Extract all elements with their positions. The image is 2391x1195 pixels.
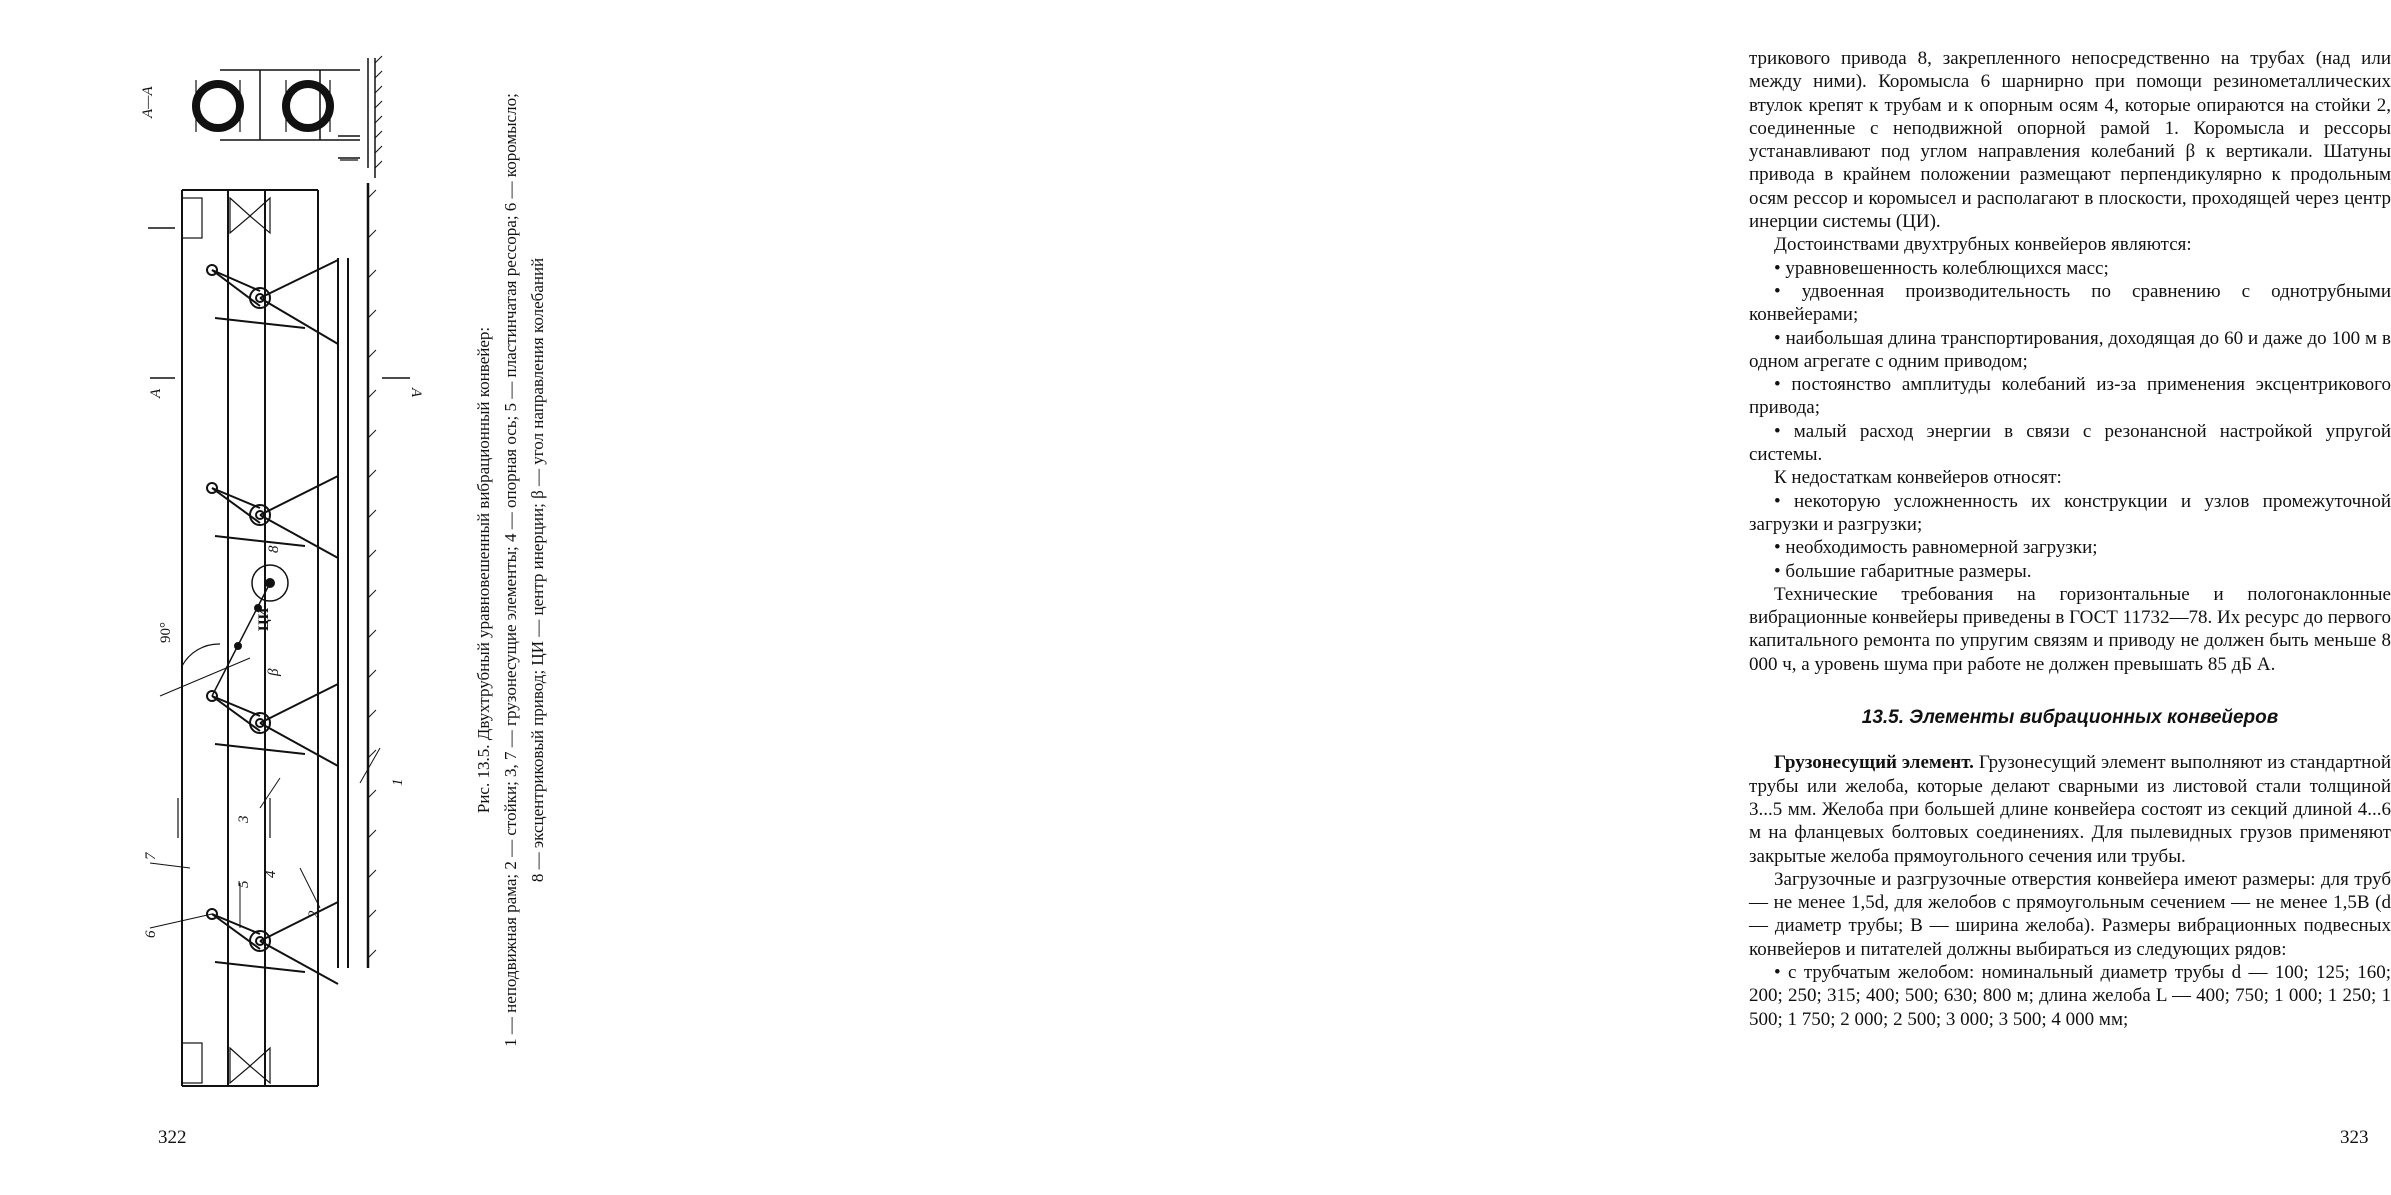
pipe-section-left	[196, 84, 240, 128]
caption-title: Рис. 13.5. Двухтрубный уравновешенный вибрационный конвейер:	[474, 326, 493, 814]
paragraph-openings: Загрузочные и разгрузочные отверстия конвейера имеют размеры: для труб — не менее 1,5d, для желобов с прямоугольным сечением — не менее 1,5B (d — диаметр трубы; B — ширина желоба). Размеры вибрационных подвесных конвейеров и питателей должны выбираться из следующих рядов:	[1749, 868, 2391, 960]
paragraph-drawbacks-intro: К недостаткам конвейеров относят:	[1774, 467, 2062, 489]
bullet-advantage-4: • постоянство амплитуды колебаний из-за применения эксцентрикового привода;	[1749, 374, 2391, 419]
paragraph-continuation: трикового привода 8, закрепленного непосредственно на трубах (над или между ними). Коромысла 6 шарнирно при помощи резинометаллических втулок крепят к трубам и к опорным осям 4, которые опираются на стойки 2, соединенные с неподвижной опорной рамой 1. Коромысла и рессоры устанавливают под углом направления колебаний β к вертикали. Шатуны привода в крайнем положении размещают перпендикулярно к продольным осям рессор и коромысел и располагают в плоскости, проходящей через центр инерции системы (ЦИ).	[1749, 48, 2391, 233]
run-in-heading: Грузонесущий элемент.	[1774, 752, 1974, 774]
cut-marker-left: А	[148, 388, 164, 398]
part-label-3: 3	[236, 815, 252, 823]
cut-marker-right: А	[408, 388, 424, 398]
part-label-2: 2	[306, 910, 322, 918]
caption-legend-line-1: 1 — неподвижная рама; 2 — стойки; 3, 7 — грузонесущие элементы; 4 — опорная ось; 5 — пластинчатая рессора; 6 — коромысло;	[501, 93, 520, 1047]
side-view	[148, 183, 410, 1086]
part-label-6: 6	[143, 930, 159, 938]
part-label-4: 4	[263, 870, 279, 878]
wall-hatching-top	[375, 56, 382, 168]
bullet-advantage-2: • удвоенная производительность по сравнению с однотрубными конвейерами;	[1749, 280, 2391, 326]
page-number-right: 323	[2340, 1127, 2369, 1148]
angle-label: 90°	[158, 622, 174, 643]
bullet-advantage-1: • уравновешенность колеблющихся масс;	[1774, 257, 2109, 279]
text-column	[1749, 47, 2391, 1031]
bullet-drawback-3: • большие габаритные размеры.	[1774, 560, 2032, 582]
beta-label: β	[266, 668, 282, 676]
section-heading: 13.5. Элементы вибрационных конвейеров	[1861, 707, 2279, 729]
paragraph-load-element	[1749, 751, 2391, 867]
part-label-8: 8	[266, 545, 282, 553]
section-label: А—А	[140, 86, 156, 118]
paragraph-load-element-text: Грузонесущий элемент выполняют из стандартной трубы или желоба, которые делают сварными из листовой стали толщиной 3...5 мм. Желоба при большей длине конвейера состоят из секций длиной 4...6 м на фланцевых болтовых соединениях. Для пылевидных грузов применяют закрытые желоба прямоугольного сечения или трубы.	[1749, 752, 2391, 867]
right-page	[840, 0, 2391, 1195]
paragraph-advantages-intro: Достоинствами двухтрубных конвейеров являются:	[1774, 234, 2192, 256]
bullet-drawback-2: • необходимость равномерной загрузки;	[1774, 537, 2098, 559]
bullet-drawback-1: • некоторую усложненность их конструкции и узлов промежуточной загрузки и разгрузки;	[1749, 490, 2391, 535]
ci-label: ЦИ	[256, 607, 272, 631]
left-page	[0, 0, 840, 1195]
part-label-1: 1	[390, 778, 406, 786]
section-view	[196, 56, 382, 178]
part-label-5: 5	[236, 880, 252, 888]
pipe-section-right	[286, 84, 330, 128]
page-number-left: 322	[158, 1127, 187, 1148]
bullet-advantage-5: • малый расход энергии в связи с резонансной настройкой упругой системы.	[1749, 420, 2391, 466]
caption-legend-line-2: 8 — эксцентриковый привод; ЦИ — центр инерции; β — угол направления колебаний	[528, 257, 547, 883]
bullet-advantage-3: • наибольшая длина транспортирования, доходящая до 60 и даже до 100 м в одном агрегате с одним приводом;	[1749, 327, 2391, 372]
part-label-7: 7	[143, 852, 159, 860]
bullet-pipe-sizes: • с трубчатым желобом: номинальный диаметр трубы d — 100; 125; 160; 200; 250; 315; 400; 500; 630; 800 м; длина желоба L — 400; 750; 1 000; 1 250; 1 500; 1 750; 2 000; 2 500; 3 000; 3 500; 4 000 мм;	[1749, 961, 2391, 1030]
figure-caption	[470, 40, 551, 1100]
paragraph-requirements: Технические требования на горизонтальные и пологонаклонные вибрационные конвейеры приведены в ГОСТ 11732—78. Их ресурс до первого капитального ремонта по упругим связям и приводу не должен быть меньше 8 000 ч, а уровень шума при работе не должен превышать 85 дБ А.	[1749, 583, 2391, 675]
